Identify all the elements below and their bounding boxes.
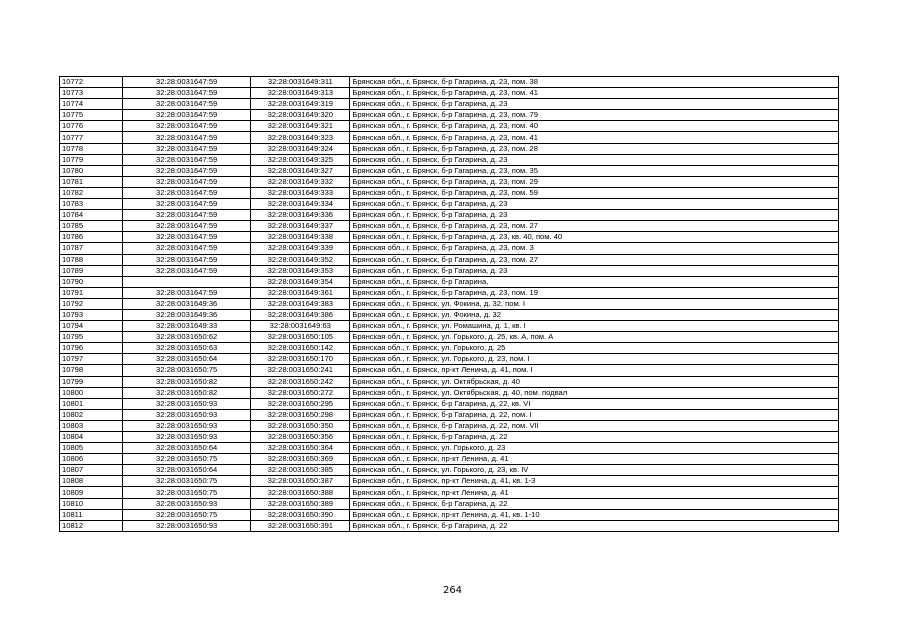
row-number-cell: 10774 bbox=[60, 99, 123, 110]
cadastral-number-cell: 32:28:0031649:352 bbox=[251, 254, 350, 265]
parent-cadastral-number-cell: 32:28:0031650:63 bbox=[123, 343, 251, 354]
cadastral-number-cell: 32:28:0031650:350 bbox=[251, 420, 350, 431]
table-row bbox=[60, 321, 839, 332]
address-cell: Брянская обл., г. Брянск, б-р Гагарина, д. 23, пом. 41 bbox=[350, 88, 839, 99]
cadastral-number-cell: 32:28:0031649:361 bbox=[251, 287, 350, 298]
property-registry-table bbox=[59, 76, 839, 532]
row-number-cell: 10780 bbox=[60, 165, 123, 176]
table-row bbox=[60, 465, 839, 476]
table-row bbox=[60, 509, 839, 520]
parent-cadastral-number-cell: 32:28:0031647:59 bbox=[123, 165, 251, 176]
parent-cadastral-number-cell: 32:28:0031647:59 bbox=[123, 132, 251, 143]
table-row bbox=[60, 210, 839, 221]
table-row bbox=[60, 243, 839, 254]
address-cell: Брянская обл., г. Брянск, ул. Горького, д. 25 bbox=[350, 343, 839, 354]
parent-cadastral-number-cell: 32:28:0031649:36 bbox=[123, 298, 251, 309]
address-cell: Брянская обл., г. Брянск, пр-кт Ленина, д. 41 bbox=[350, 487, 839, 498]
cadastral-number-cell: 32:28:0031650:388 bbox=[251, 487, 350, 498]
address-cell: Брянская обл., г. Брянск, б-р Гагарина, д. 22 bbox=[350, 498, 839, 509]
table-row bbox=[60, 221, 839, 232]
parent-cadastral-number-cell: 32:28:0031647:59 bbox=[123, 121, 251, 132]
table-row bbox=[60, 354, 839, 365]
row-number-cell: 10795 bbox=[60, 332, 123, 343]
row-number-cell: 10799 bbox=[60, 376, 123, 387]
parent-cadastral-number-cell: 32:28:0031647:59 bbox=[123, 176, 251, 187]
row-number-cell: 10811 bbox=[60, 509, 123, 520]
cadastral-number-cell: 32:28:0031649:324 bbox=[251, 143, 350, 154]
parent-cadastral-number-cell: 32:28:0031647:59 bbox=[123, 265, 251, 276]
cadastral-number-cell: 32:28:0031650:241 bbox=[251, 365, 350, 376]
table-row bbox=[60, 187, 839, 198]
parent-cadastral-number-cell: 32:28:0031650:93 bbox=[123, 398, 251, 409]
cadastral-number-cell: 32:28:0031650:385 bbox=[251, 465, 350, 476]
cadastral-number-cell: 32:28:0031650:142 bbox=[251, 343, 350, 354]
row-number-cell: 10781 bbox=[60, 176, 123, 187]
table-row bbox=[60, 520, 839, 531]
address-cell: Брянская обл., г. Брянск, ул. Фокина, д. 32, пом. I bbox=[350, 298, 839, 309]
row-number-cell: 10783 bbox=[60, 199, 123, 210]
cadastral-number-cell: 32:28:0031650:272 bbox=[251, 387, 350, 398]
table-row bbox=[60, 254, 839, 265]
cadastral-number-cell: 32:28:0031649:334 bbox=[251, 199, 350, 210]
row-number-cell: 10803 bbox=[60, 420, 123, 431]
table-row bbox=[60, 176, 839, 187]
cadastral-number-cell: 32:28:0031649:336 bbox=[251, 210, 350, 221]
row-number-cell: 10791 bbox=[60, 287, 123, 298]
cadastral-number-cell: 32:28:0031650:389 bbox=[251, 498, 350, 509]
row-number-cell: 10773 bbox=[60, 88, 123, 99]
parent-cadastral-number-cell: 32:28:0031650:64 bbox=[123, 443, 251, 454]
cadastral-number-cell: 32:28:0031649:325 bbox=[251, 154, 350, 165]
row-number-cell: 10810 bbox=[60, 498, 123, 509]
table-row bbox=[60, 443, 839, 454]
cadastral-number-cell: 32:28:0031649:320 bbox=[251, 110, 350, 121]
row-number-cell: 10786 bbox=[60, 232, 123, 243]
table-row bbox=[60, 498, 839, 509]
parent-cadastral-number-cell: 32:28:0031650:64 bbox=[123, 465, 251, 476]
table-row bbox=[60, 88, 839, 99]
cadastral-number-cell: 32:28:0031649:354 bbox=[251, 276, 350, 287]
cadastral-number-cell: 32:28:0031649:338 bbox=[251, 232, 350, 243]
parent-cadastral-number-cell: 32:28:0031650:75 bbox=[123, 454, 251, 465]
row-number-cell: 10777 bbox=[60, 132, 123, 143]
parent-cadastral-number-cell: 32:28:0031650:93 bbox=[123, 498, 251, 509]
table-row bbox=[60, 432, 839, 443]
table-row bbox=[60, 77, 839, 88]
cadastral-number-cell: 32:28:0031649:339 bbox=[251, 243, 350, 254]
table-row bbox=[60, 420, 839, 431]
parent-cadastral-number-cell: 32:28:0031647:59 bbox=[123, 187, 251, 198]
parent-cadastral-number-cell: 32:28:0031647:59 bbox=[123, 210, 251, 221]
address-cell: Брянская обл., г. Брянск, пр-кт Ленина, д. 41, пом. I bbox=[350, 365, 839, 376]
cadastral-number-cell: 32:28:0031649:313 bbox=[251, 88, 350, 99]
table-row bbox=[60, 376, 839, 387]
cadastral-number-cell: 32:28:0031649:327 bbox=[251, 165, 350, 176]
parent-cadastral-number-cell bbox=[123, 276, 251, 287]
table-row bbox=[60, 276, 839, 287]
table-row bbox=[60, 154, 839, 165]
row-number-cell: 10788 bbox=[60, 254, 123, 265]
row-number-cell: 10772 bbox=[60, 77, 123, 88]
row-number-cell: 10784 bbox=[60, 210, 123, 221]
row-number-cell: 10798 bbox=[60, 365, 123, 376]
cadastral-number-cell: 32:28:0031649:319 bbox=[251, 99, 350, 110]
address-cell: Брянская обл., г. Брянск, б-р Гагарина, д. 22, кв. VI bbox=[350, 398, 839, 409]
address-cell: Брянская обл., г. Брянск, пр-кт Ленина, д. 41 bbox=[350, 454, 839, 465]
cadastral-number-cell: 32:28:0031649:333 bbox=[251, 187, 350, 198]
address-cell: Брянская обл., г. Брянск, б-р Гагарина, д. 23 bbox=[350, 154, 839, 165]
cadastral-number-cell: 32:28:0031650:369 bbox=[251, 454, 350, 465]
parent-cadastral-number-cell: 32:28:0031650:75 bbox=[123, 365, 251, 376]
row-number-cell: 10792 bbox=[60, 298, 123, 309]
row-number-cell: 10809 bbox=[60, 487, 123, 498]
address-cell: Брянская обл., г. Брянск, б-р Гагарина, д. 23 bbox=[350, 210, 839, 221]
row-number-cell: 10802 bbox=[60, 409, 123, 420]
cadastral-number-cell: 32:28:0031650:364 bbox=[251, 443, 350, 454]
address-cell: Брянская обл., г. Брянск, б-р Гагарина, д. 22 bbox=[350, 432, 839, 443]
cadastral-number-cell: 32:28:0031650:391 bbox=[251, 520, 350, 531]
address-cell: Брянская обл., г. Брянск, ул. Ромашина, д. 1, кв. I bbox=[350, 321, 839, 332]
row-number-cell: 10808 bbox=[60, 476, 123, 487]
table-row bbox=[60, 99, 839, 110]
address-cell: Брянская обл., г. Брянск, ул. Горького, д. 23, пом. I bbox=[350, 354, 839, 365]
row-number-cell: 10782 bbox=[60, 187, 123, 198]
parent-cadastral-number-cell: 32:28:0031650:82 bbox=[123, 387, 251, 398]
row-number-cell: 10785 bbox=[60, 221, 123, 232]
address-cell: Брянская обл., г. Брянск, ул. Горького, д. 23 bbox=[350, 443, 839, 454]
parent-cadastral-number-cell: 32:28:0031650:64 bbox=[123, 354, 251, 365]
row-number-cell: 10790 bbox=[60, 276, 123, 287]
cadastral-number-cell: 32:28:0031650:356 bbox=[251, 432, 350, 443]
parent-cadastral-number-cell: 32:28:0031647:59 bbox=[123, 154, 251, 165]
cadastral-number-cell: 32:28:0031650:170 bbox=[251, 354, 350, 365]
parent-cadastral-number-cell: 32:28:0031647:59 bbox=[123, 110, 251, 121]
address-cell: Брянская обл., г. Брянск, б-р Гагарина, bbox=[350, 276, 839, 287]
address-cell: Брянская обл., г. Брянск, б-р Гагарина, д. 23, пом. 3 bbox=[350, 243, 839, 254]
table-row bbox=[60, 343, 839, 354]
parent-cadastral-number-cell: 32:28:0031650:93 bbox=[123, 420, 251, 431]
row-number-cell: 10779 bbox=[60, 154, 123, 165]
parent-cadastral-number-cell: 32:28:0031647:59 bbox=[123, 243, 251, 254]
row-number-cell: 10776 bbox=[60, 121, 123, 132]
table-row bbox=[60, 476, 839, 487]
table-row bbox=[60, 132, 839, 143]
table-row bbox=[60, 287, 839, 298]
table-row bbox=[60, 232, 839, 243]
parent-cadastral-number-cell: 32:28:0031647:59 bbox=[123, 77, 251, 88]
parent-cadastral-number-cell: 32:28:0031647:59 bbox=[123, 287, 251, 298]
address-cell: Брянская обл., г. Брянск, ул. Горького, д. 25, кв. А, пом. А bbox=[350, 332, 839, 343]
parent-cadastral-number-cell: 32:28:0031650:82 bbox=[123, 376, 251, 387]
parent-cadastral-number-cell: 32:28:0031647:59 bbox=[123, 88, 251, 99]
parent-cadastral-number-cell: 32:28:0031650:75 bbox=[123, 509, 251, 520]
table-row bbox=[60, 165, 839, 176]
cadastral-number-cell: 32:28:0031649:321 bbox=[251, 121, 350, 132]
row-number-cell: 10801 bbox=[60, 398, 123, 409]
row-number-cell: 10806 bbox=[60, 454, 123, 465]
parent-cadastral-number-cell: 32:28:0031650:93 bbox=[123, 520, 251, 531]
address-cell: Брянская обл., г. Брянск, б-р Гагарина, д. 23, пом. 35 bbox=[350, 165, 839, 176]
cadastral-number-cell: 32:28:0031649:383 bbox=[251, 298, 350, 309]
row-number-cell: 10793 bbox=[60, 309, 123, 320]
parent-cadastral-number-cell: 32:28:0031647:59 bbox=[123, 99, 251, 110]
cadastral-number-cell: 32:28:0031650:387 bbox=[251, 476, 350, 487]
parent-cadastral-number-cell: 32:28:0031647:59 bbox=[123, 143, 251, 154]
address-cell: Брянская обл., г. Брянск, б-р Гагарина, д. 23, пом. 29 bbox=[350, 176, 839, 187]
row-number-cell: 10807 bbox=[60, 465, 123, 476]
table-row bbox=[60, 454, 839, 465]
address-cell: Брянская обл., г. Брянск, б-р Гагарина, д. 23 bbox=[350, 199, 839, 210]
parent-cadastral-number-cell: 32:28:0031650:93 bbox=[123, 409, 251, 420]
table-row bbox=[60, 487, 839, 498]
parent-cadastral-number-cell: 32:28:0031647:59 bbox=[123, 232, 251, 243]
cadastral-number-cell: 32:28:0031649:332 bbox=[251, 176, 350, 187]
address-cell: Брянская обл., г. Брянск, б-р Гагарина, д. 22, пом. I bbox=[350, 409, 839, 420]
parent-cadastral-number-cell: 32:28:0031649:33 bbox=[123, 321, 251, 332]
row-number-cell: 10775 bbox=[60, 110, 123, 121]
row-number-cell: 10797 bbox=[60, 354, 123, 365]
table-row bbox=[60, 365, 839, 376]
parent-cadastral-number-cell: 32:28:0031650:75 bbox=[123, 487, 251, 498]
row-number-cell: 10778 bbox=[60, 143, 123, 154]
address-cell: Брянская обл., г. Брянск, пр-кт Ленина, д. 41, кв. 1-3 bbox=[350, 476, 839, 487]
parent-cadastral-number-cell: 32:28:0031647:59 bbox=[123, 221, 251, 232]
table-row bbox=[60, 387, 839, 398]
address-cell: Брянская обл., г. Брянск, б-р Гагарина, д. 23, пом. 59 bbox=[350, 187, 839, 198]
cadastral-number-cell: 32:28:0031649:353 bbox=[251, 265, 350, 276]
row-number-cell: 10800 bbox=[60, 387, 123, 398]
address-cell: Брянская обл., г. Брянск, б-р Гагарина, д. 23, пом. 38 bbox=[350, 77, 839, 88]
table-row bbox=[60, 332, 839, 343]
row-number-cell: 10804 bbox=[60, 432, 123, 443]
parent-cadastral-number-cell: 32:28:0031650:93 bbox=[123, 432, 251, 443]
cadastral-number-cell: 32:28:0031649:386 bbox=[251, 309, 350, 320]
table-row bbox=[60, 143, 839, 154]
cadastral-number-cell: 32:28:0031650:390 bbox=[251, 509, 350, 520]
parent-cadastral-number-cell: 32:28:0031650:75 bbox=[123, 476, 251, 487]
address-cell: Брянская обл., г. Брянск, б-р Гагарина, д. 23, пом. 27 bbox=[350, 254, 839, 265]
address-cell: Брянская обл., г. Брянск, б-р Гагарина, д. 23 bbox=[350, 99, 839, 110]
cadastral-number-cell: 32:28:0031650:298 bbox=[251, 409, 350, 420]
address-cell: Брянская обл., г. Брянск, ул. Октябрьская, д. 40 bbox=[350, 376, 839, 387]
row-number-cell: 10794 bbox=[60, 321, 123, 332]
parent-cadastral-number-cell: 32:28:0031649:36 bbox=[123, 309, 251, 320]
cadastral-number-cell: 32:28:0031649:323 bbox=[251, 132, 350, 143]
table-row bbox=[60, 398, 839, 409]
cadastral-number-cell: 32:28:0031649:311 bbox=[251, 77, 350, 88]
address-cell: Брянская обл., г. Брянск, б-р Гагарина, д. 23, пом. 41 bbox=[350, 132, 839, 143]
address-cell: Брянская обл., г. Брянск, б-р Гагарина, д. 23, пом. 19 bbox=[350, 287, 839, 298]
cadastral-number-cell: 32:28:0031649:63 bbox=[251, 321, 350, 332]
cadastral-number-cell: 32:28:0031650:105 bbox=[251, 332, 350, 343]
cadastral-number-cell: 32:28:0031650:242 bbox=[251, 376, 350, 387]
table-row bbox=[60, 309, 839, 320]
address-cell: Брянская обл., г. Брянск, б-р Гагарина, д. 23, пом. 40 bbox=[350, 121, 839, 132]
cadastral-number-cell: 32:28:0031650:295 bbox=[251, 398, 350, 409]
address-cell: Брянская обл., г. Брянск, ул. Октябрьская, д. 40, пом. подвал bbox=[350, 387, 839, 398]
table-row bbox=[60, 121, 839, 132]
address-cell: Брянская обл., г. Брянск, ул. Фокина, д. 32 bbox=[350, 309, 839, 320]
address-cell: Брянская обл., г. Брянск, б-р Гагарина, д. 23 bbox=[350, 265, 839, 276]
address-cell: Брянская обл., г. Брянск, пр-кт Ленина, д. 41, кв. 1-10 bbox=[350, 509, 839, 520]
row-number-cell: 10787 bbox=[60, 243, 123, 254]
table-row bbox=[60, 409, 839, 420]
row-number-cell: 10805 bbox=[60, 443, 123, 454]
registry-table-body bbox=[60, 77, 839, 532]
parent-cadastral-number-cell: 32:28:0031647:59 bbox=[123, 254, 251, 265]
cadastral-number-cell: 32:28:0031649:337 bbox=[251, 221, 350, 232]
row-number-cell: 10812 bbox=[60, 520, 123, 531]
address-cell: Брянская обл., г. Брянск, б-р Гагарина, д. 23, пом. 28 bbox=[350, 143, 839, 154]
address-cell: Брянская обл., г. Брянск, ул. Горького, д. 23, кв. IV bbox=[350, 465, 839, 476]
address-cell: Брянская обл., г. Брянск, б-р Гагарина, д. 22, пом. VII bbox=[350, 420, 839, 431]
table-row bbox=[60, 199, 839, 210]
page-number: 264 bbox=[442, 585, 463, 596]
row-number-cell: 10796 bbox=[60, 343, 123, 354]
table-row bbox=[60, 265, 839, 276]
table-row bbox=[60, 298, 839, 309]
parent-cadastral-number-cell: 32:28:0031650:62 bbox=[123, 332, 251, 343]
table-row bbox=[60, 110, 839, 121]
row-number-cell: 10789 bbox=[60, 265, 123, 276]
parent-cadastral-number-cell: 32:28:0031647:59 bbox=[123, 199, 251, 210]
address-cell: Брянская обл., г. Брянск, б-р Гагарина, д. 23, пом. 27 bbox=[350, 221, 839, 232]
address-cell: Брянская обл., г. Брянск, б-р Гагарина, д. 22 bbox=[350, 520, 839, 531]
address-cell: Брянская обл., г. Брянск, б-р Гагарина, д. 23, пом. 79 bbox=[350, 110, 839, 121]
address-cell: Брянская обл., г. Брянск, б-р Гагарина, д. 23, кв. 40, пом. 40 bbox=[350, 232, 839, 243]
